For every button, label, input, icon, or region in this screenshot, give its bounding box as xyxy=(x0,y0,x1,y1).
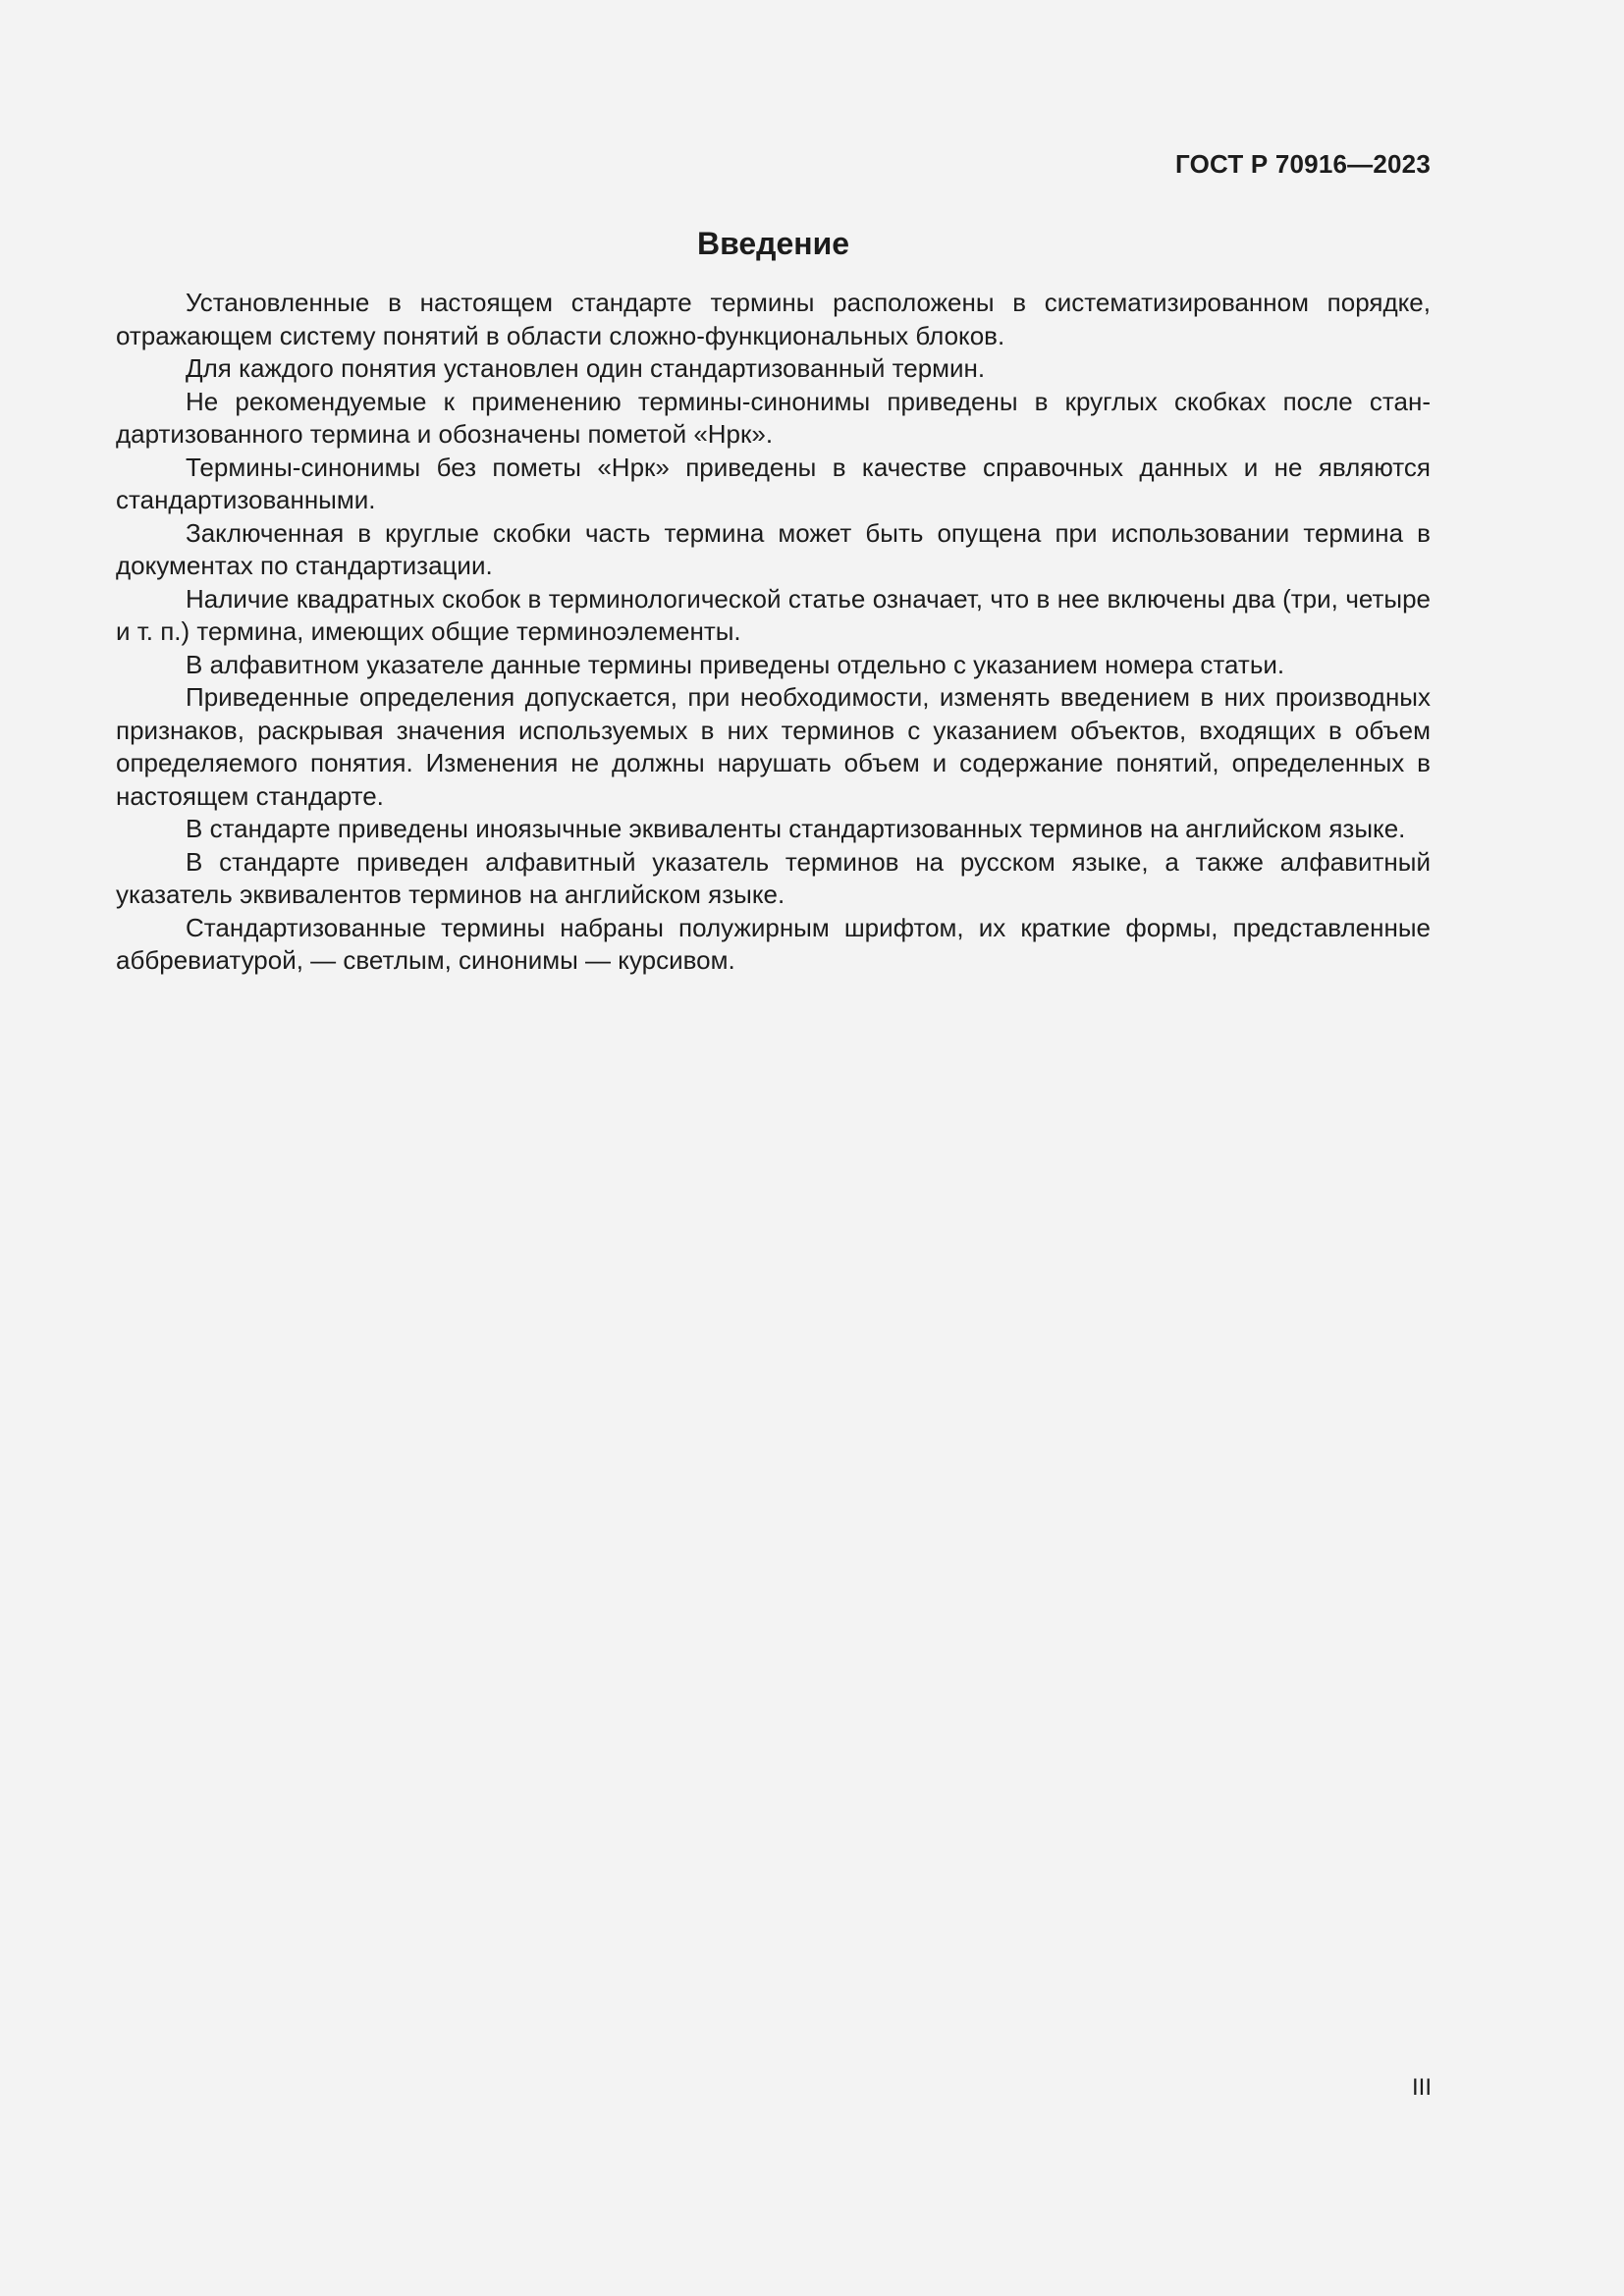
paragraph: Термины-синонимы без пометы «Нрк» приведены в качестве справочных данных и не являются стандартизованными. xyxy=(116,452,1431,514)
paragraph: Приведенные определения допускается, при необходимости, изменять введением в них производных признаков, раскрывая значения используемых в них терминов с указанием объектов, входящих в объем определяемого понятия. Изменения не должны нарушать объем и содержание понятий, определенных в настоящем стандарте. xyxy=(116,682,1431,811)
paragraph: Для каждого понятия установлен один стандартизованный термин. xyxy=(186,353,986,383)
paragraph: В алфавитном указателе данные термины приведены отдельно с указанием номера статьи. xyxy=(186,649,1285,679)
paragraph: Установленные в настоящем стандарте термины расположены в систематизированном порядке, отражающем систему понятий в области сложно-функциональных блоков. xyxy=(116,288,1431,350)
document-id: ГОСТ Р 70916—2023 xyxy=(1175,149,1431,179)
page-number: III xyxy=(1411,2074,1432,2101)
paragraph: Стандартизованные термины набраны полужирным шрифтом, их краткие формы, представленные аббревиатурой, — светлым, синонимы — курсивом. xyxy=(116,912,1431,975)
paragraph: Заключенная в круглые скобки часть термина может быть опущена при использовании термина в документах по стандартизации. xyxy=(116,517,1431,580)
paragraph: В стандарте приведен алфавитный указатель терминов на русском языке, а также алфавитный указатель эквивалентов терминов на английском языке. xyxy=(116,846,1431,909)
paragraph: В стандарте приведены иноязычные эквиваленты стандартизованных терминов на английском языке. xyxy=(186,814,1406,843)
paragraph: Не рекомендуемые к применению термины-синонимы приведены в круглых скобках после стандартизованного термина и обозначены пометой «Нрк». xyxy=(116,386,1431,449)
paragraph: Наличие квадратных скобок в терминологической статье означает, что в нее включены два (три, четыре и т. п.) термина, имеющих общие терминоэлементы. xyxy=(116,583,1431,646)
section-title: Введение xyxy=(696,226,850,261)
section-body xyxy=(116,287,1431,978)
